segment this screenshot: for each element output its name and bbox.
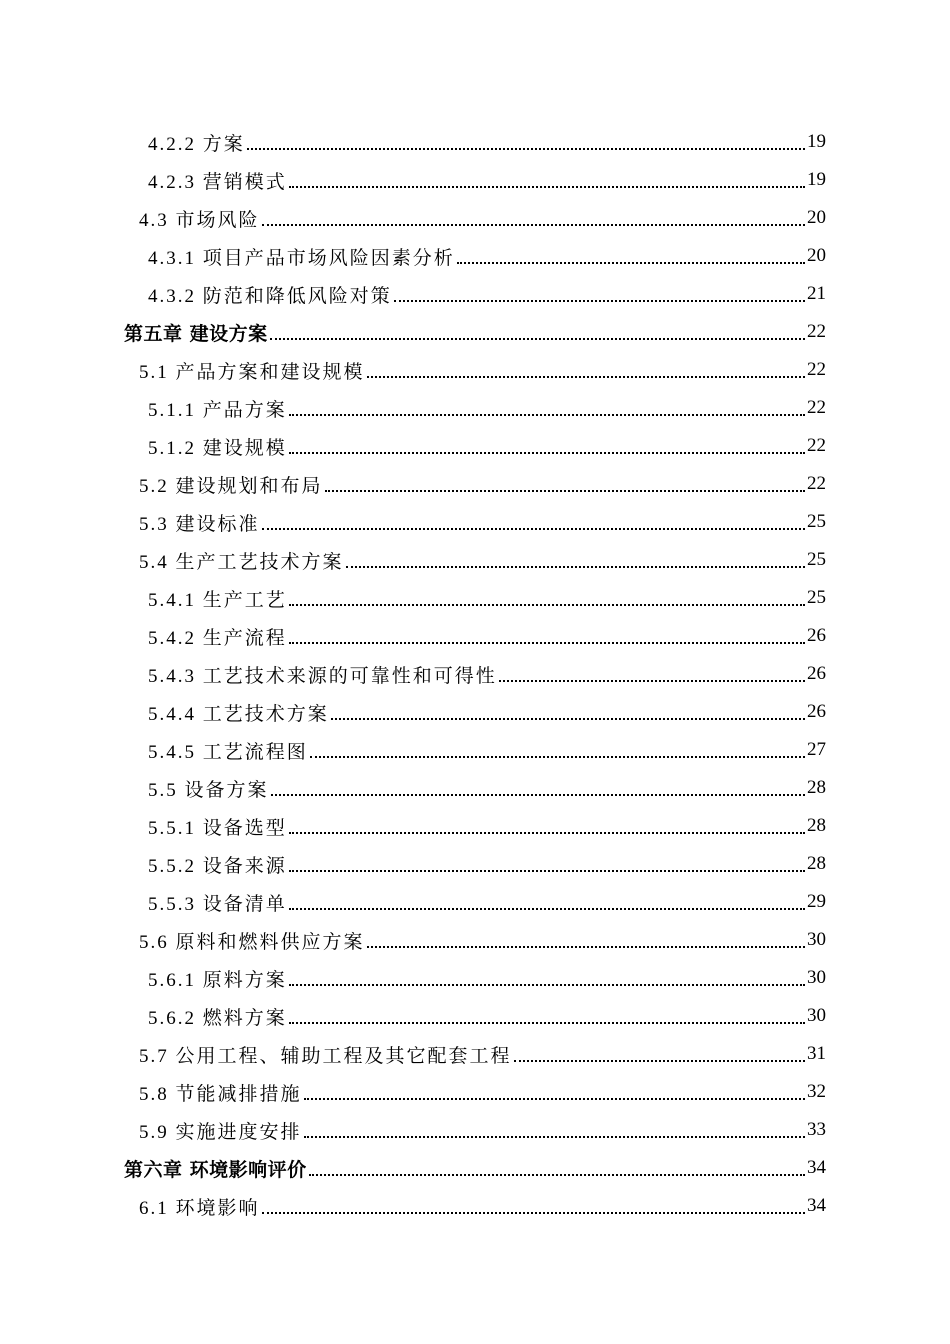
toc-entry-page-number: 26 xyxy=(807,663,826,684)
toc-entry[interactable] xyxy=(0,351,950,389)
toc-entry[interactable] xyxy=(0,1149,950,1187)
toc-dot-leader xyxy=(309,1174,805,1176)
toc-entry-page-number: 28 xyxy=(807,815,826,836)
toc-entry-title: 6.1 环境影响 xyxy=(139,1197,260,1219)
toc-entry-page-number: 22 xyxy=(807,397,826,418)
toc-entry-title: 5.5 设备方案 xyxy=(148,779,269,801)
toc-dot-leader xyxy=(289,186,805,188)
toc-dot-leader xyxy=(310,756,805,758)
toc-entry[interactable] xyxy=(0,579,950,617)
toc-dot-leader xyxy=(346,566,805,568)
toc-entry[interactable] xyxy=(0,465,950,503)
toc-entry-title: 5.4 生产工艺技术方案 xyxy=(139,551,344,573)
toc-dot-leader xyxy=(514,1060,805,1062)
toc-dot-leader xyxy=(304,1098,805,1100)
toc-entry[interactable] xyxy=(0,997,950,1035)
toc-entry-page-number: 25 xyxy=(807,511,826,532)
toc-entry[interactable] xyxy=(0,731,950,769)
toc-entry-page-number: 22 xyxy=(807,321,826,342)
toc-entry-page-number: 33 xyxy=(807,1119,826,1140)
toc-entry[interactable] xyxy=(0,237,950,275)
toc-entry-page-number: 25 xyxy=(807,549,826,570)
toc-entry-title: 5.4.3 工艺技术来源的可靠性和可得性 xyxy=(148,665,497,687)
toc-entry[interactable] xyxy=(0,883,950,921)
toc-entry-title: 4.3.1 项目产品市场风险因素分析 xyxy=(148,247,455,269)
toc-entry-title: 4.2.3 营销模式 xyxy=(148,171,287,193)
table-of-contents xyxy=(0,123,950,1225)
toc-dot-leader xyxy=(499,680,805,682)
toc-entry[interactable] xyxy=(0,807,950,845)
toc-dot-leader xyxy=(289,1022,805,1024)
toc-entry-page-number: 22 xyxy=(807,435,826,456)
toc-entry[interactable] xyxy=(0,845,950,883)
toc-entry[interactable] xyxy=(0,959,950,997)
toc-dot-leader xyxy=(289,452,805,454)
toc-entry[interactable] xyxy=(0,541,950,579)
toc-entry-title: 4.3 市场风险 xyxy=(139,209,260,231)
toc-entry[interactable] xyxy=(0,389,950,427)
toc-dot-leader xyxy=(289,832,805,834)
toc-entry[interactable] xyxy=(0,617,950,655)
toc-entry-page-number: 28 xyxy=(807,853,826,874)
toc-entry[interactable] xyxy=(0,769,950,807)
toc-entry[interactable] xyxy=(0,1035,950,1073)
toc-entry-title: 5.1.1 产品方案 xyxy=(148,399,287,421)
toc-entry[interactable] xyxy=(0,313,950,351)
toc-entry-title: 5.9 实施进度安排 xyxy=(139,1121,302,1143)
toc-dot-leader xyxy=(457,262,805,264)
toc-entry-page-number: 20 xyxy=(807,207,826,228)
toc-entry[interactable] xyxy=(0,1187,950,1225)
toc-dot-leader xyxy=(325,490,805,492)
toc-entry-title: 5.1 产品方案和建设规模 xyxy=(139,361,365,383)
toc-dot-leader xyxy=(289,908,805,910)
toc-entry-title: 5.4.1 生产工艺 xyxy=(148,589,287,611)
toc-dot-leader xyxy=(262,528,805,530)
toc-dot-leader xyxy=(367,946,805,948)
toc-entry-page-number: 30 xyxy=(807,967,826,988)
toc-dot-leader xyxy=(289,414,805,416)
toc-dot-leader xyxy=(271,794,805,796)
toc-entry[interactable] xyxy=(0,199,950,237)
toc-dot-leader xyxy=(394,300,805,302)
toc-entry[interactable] xyxy=(0,503,950,541)
toc-entry[interactable] xyxy=(0,1073,950,1111)
toc-dot-leader xyxy=(270,338,805,340)
toc-entry[interactable] xyxy=(0,693,950,731)
toc-entry-title: 5.3 建设标准 xyxy=(139,513,260,535)
toc-entry-title: 5.7 公用工程、辅助工程及其它配套工程 xyxy=(139,1045,512,1067)
toc-entry-page-number: 32 xyxy=(807,1081,826,1102)
toc-entry-title: 5.5.1 设备选型 xyxy=(148,817,287,839)
toc-entry[interactable] xyxy=(0,123,950,161)
toc-entry-page-number: 31 xyxy=(807,1043,826,1064)
toc-entry-page-number: 30 xyxy=(807,1005,826,1026)
toc-entry[interactable] xyxy=(0,161,950,199)
toc-dot-leader xyxy=(289,984,805,986)
toc-entry-page-number: 19 xyxy=(807,131,826,152)
toc-dot-leader xyxy=(262,1212,805,1214)
toc-entry[interactable] xyxy=(0,427,950,465)
toc-entry-title: 5.5.2 设备来源 xyxy=(148,855,287,877)
toc-entry-page-number: 26 xyxy=(807,701,826,722)
toc-dot-leader xyxy=(289,642,805,644)
toc-entry-page-number: 28 xyxy=(807,777,826,798)
toc-entry-title: 5.1.2 建设规模 xyxy=(148,437,287,459)
toc-entry-page-number: 20 xyxy=(807,245,826,266)
toc-dot-leader xyxy=(289,604,805,606)
toc-dot-leader xyxy=(304,1136,805,1138)
toc-entry-page-number: 21 xyxy=(807,283,826,304)
toc-entry-page-number: 26 xyxy=(807,625,826,646)
toc-entry[interactable] xyxy=(0,655,950,693)
toc-entry-title: 5.2 建设规划和布局 xyxy=(139,475,323,497)
toc-dot-leader xyxy=(247,148,805,150)
toc-entry[interactable] xyxy=(0,275,950,313)
toc-dot-leader xyxy=(289,870,805,872)
toc-entry[interactable] xyxy=(0,921,950,959)
toc-entry-title: 5.5.3 设备清单 xyxy=(148,893,287,915)
toc-entry-page-number: 22 xyxy=(807,359,826,380)
toc-entry-title: 5.8 节能减排措施 xyxy=(139,1083,302,1105)
toc-entry-title: 第五章 建设方案 xyxy=(124,322,268,345)
toc-entry-title: 5.6.2 燃料方案 xyxy=(148,1007,287,1029)
toc-dot-leader xyxy=(367,376,805,378)
toc-entry-page-number: 34 xyxy=(807,1157,826,1178)
toc-entry-title: 4.3.2 防范和降低风险对策 xyxy=(148,285,392,307)
toc-entry-title: 4.2.2 方案 xyxy=(148,133,245,155)
toc-entry-page-number: 27 xyxy=(807,739,826,760)
toc-entry-page-number: 25 xyxy=(807,587,826,608)
toc-entry-page-number: 22 xyxy=(807,473,826,494)
toc-entry-title: 第六章 环境影响评价 xyxy=(124,1158,307,1181)
toc-entry-title: 5.4.2 生产流程 xyxy=(148,627,287,649)
toc-entry-title: 5.4.5 工艺流程图 xyxy=(148,741,308,763)
toc-entry[interactable] xyxy=(0,1111,950,1149)
toc-entry-page-number: 34 xyxy=(807,1195,826,1216)
toc-entry-title: 5.4.4 工艺技术方案 xyxy=(148,703,329,725)
toc-entry-title: 5.6.1 原料方案 xyxy=(148,969,287,991)
toc-entry-title: 5.6 原料和燃料供应方案 xyxy=(139,931,365,953)
toc-dot-leader xyxy=(331,718,805,720)
toc-entry-page-number: 19 xyxy=(807,169,826,190)
toc-entry-page-number: 29 xyxy=(807,891,826,912)
toc-entry-page-number: 30 xyxy=(807,929,826,950)
toc-dot-leader xyxy=(262,224,805,226)
